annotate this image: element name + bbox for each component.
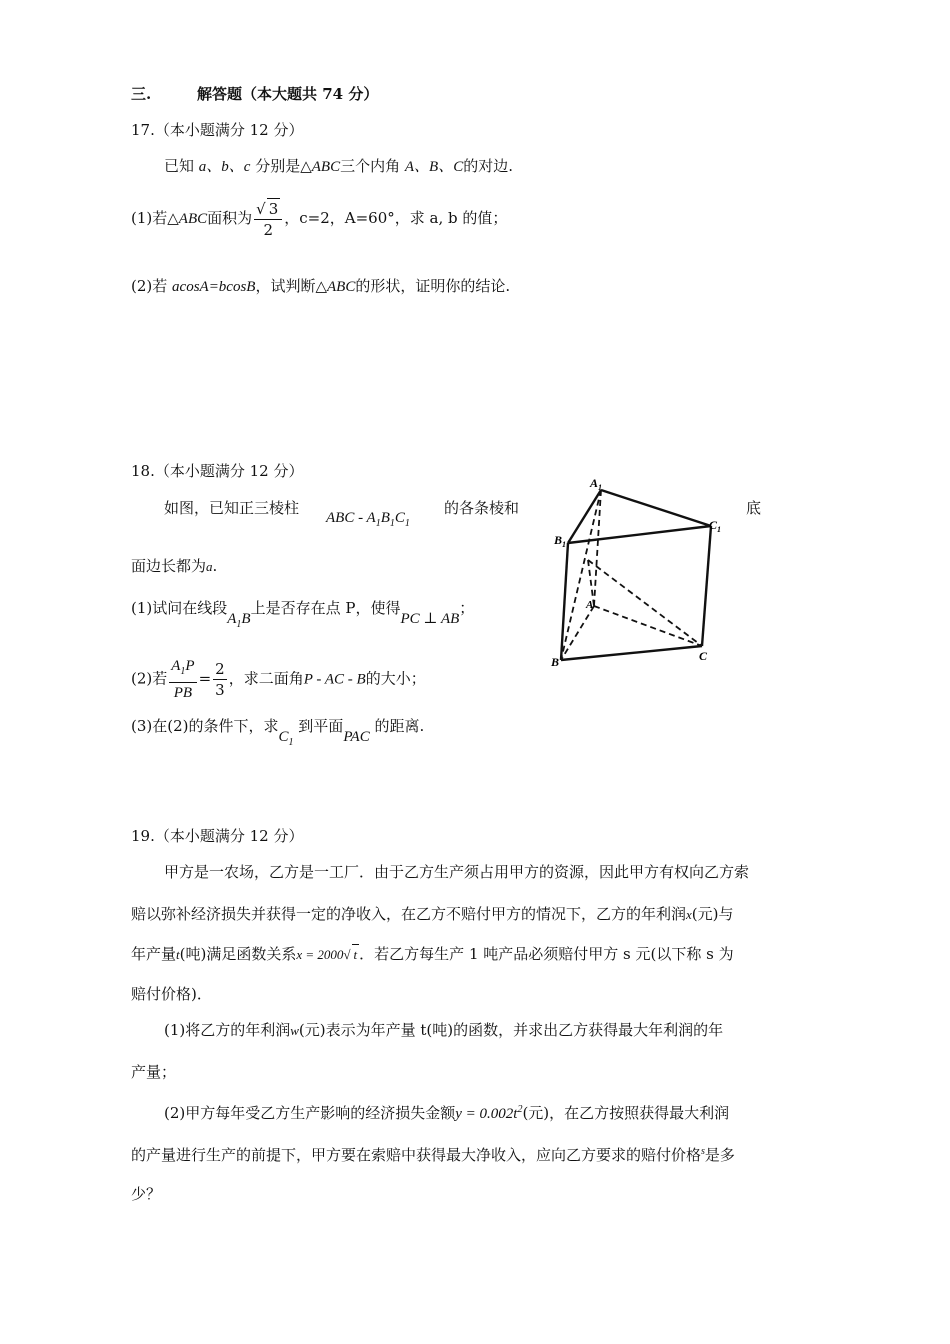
q18-part3: (3)在(2)的条件下，求$C_1$ 到平面PAC 的距离. (131, 717, 425, 748)
q19-line3: 年产量t(吨)满足函数关系x = 2000√ t ．若乙方每生产 1 吨产品必须赔付甲方 s 元(以下称 s 为 (131, 945, 734, 963)
ratio-fraction: $\frac{A_1P}{PB}$ (171, 658, 195, 701)
q18-intro-tail: 底 (746, 499, 762, 517)
q17-intro: 已知 a、b、c 分别是△ABC三个内角 A、B、C的对边. (164, 157, 514, 175)
edge-ab (561, 606, 594, 660)
label-b1: $B_1$ (554, 533, 567, 549)
value-fraction: $\frac{2}{3}$ (215, 660, 225, 699)
q19-line4: 赔付价格)． (131, 985, 212, 1003)
label-a: A (586, 599, 594, 611)
q19-part1: (1)将乙方的年利润w(元)表示为年产量 t(吨)的函数，并求出乙方获得最大年利润的年 (164, 1021, 724, 1039)
q19-part2-line2: 的产量进行生产的前提下，甲方要在索赔中获得最大净收入，应向乙方要求的赔付价格$^s$是多 (131, 1146, 735, 1164)
q18-prism-name: ABC - $A_1B_1C_1$ (326, 510, 410, 529)
segment-pc (588, 560, 702, 646)
q19-part1-line2: 产量； (131, 1063, 177, 1081)
label-c: C (699, 649, 708, 663)
edge-ac (594, 606, 702, 646)
edge-a1b1 (568, 490, 601, 543)
q19-line1: 甲方是一农场，乙方是一工厂．由于乙方生产须占用甲方的资源，因此甲方有权向乙方索 (164, 863, 750, 881)
edge-cc1 (702, 526, 711, 646)
q18-intro-post: 的各条棱和 (444, 499, 520, 517)
q17-part2: (2)若 acosA=bcosB，试判断△ABC的形状，证明你的结论. (131, 277, 511, 295)
q18-header: 18.（本小题满分 12 分） (131, 462, 304, 480)
q19-part2-line3: 少？ (131, 1185, 162, 1203)
q17-part1: (1)若△ABC面积为 $\frac{√ 3}{2}$ ，c=2，A=60°，求 a, b 的值； (131, 200, 508, 239)
q19-line2: 赔以弥补经济损失并获得一定的净收入，在乙方不赔付甲方的情况下，乙方的年利润x(元)与 (131, 905, 734, 923)
q19-header: 19.（本小题满分 12 分） (131, 827, 304, 845)
label-b: B (551, 655, 560, 669)
q18-intro: 如图，已知正三棱柱 (164, 499, 300, 517)
q18-part1: (1)试问在线段$A_1B$上是否存在点 P，使得PC ⊥ AB； (131, 599, 475, 630)
section-number: 三. (131, 85, 152, 103)
edge-bb1 (561, 543, 568, 660)
q18-part2: (2)若 $\frac{A_1P}{PB}$ = $\frac{2}{3}$ ，求二面角P - AC - B的大小； (131, 658, 426, 701)
q17-header: 17.（本小题满分 12 分） (131, 121, 304, 139)
label-a1: $A_1$ (590, 476, 603, 492)
edge-a1c1 (601, 490, 711, 526)
edge-aa1 (594, 490, 601, 606)
prism-figure (548, 474, 738, 674)
q19-part2: (2)甲方每年受乙方生产影响的经济损失金额$y = 0.002t^2$(元)，在乙方按照获得最大利润 (164, 1104, 730, 1122)
edge-bc (561, 646, 702, 660)
area-fraction: $\frac{√ 3}{2}$ (254, 198, 282, 240)
q18-line2: 面边长都为a. (131, 557, 218, 575)
label-c1: $C_1$ (709, 518, 722, 534)
section-title: 解答题（本大题共 74 分） (197, 85, 379, 103)
